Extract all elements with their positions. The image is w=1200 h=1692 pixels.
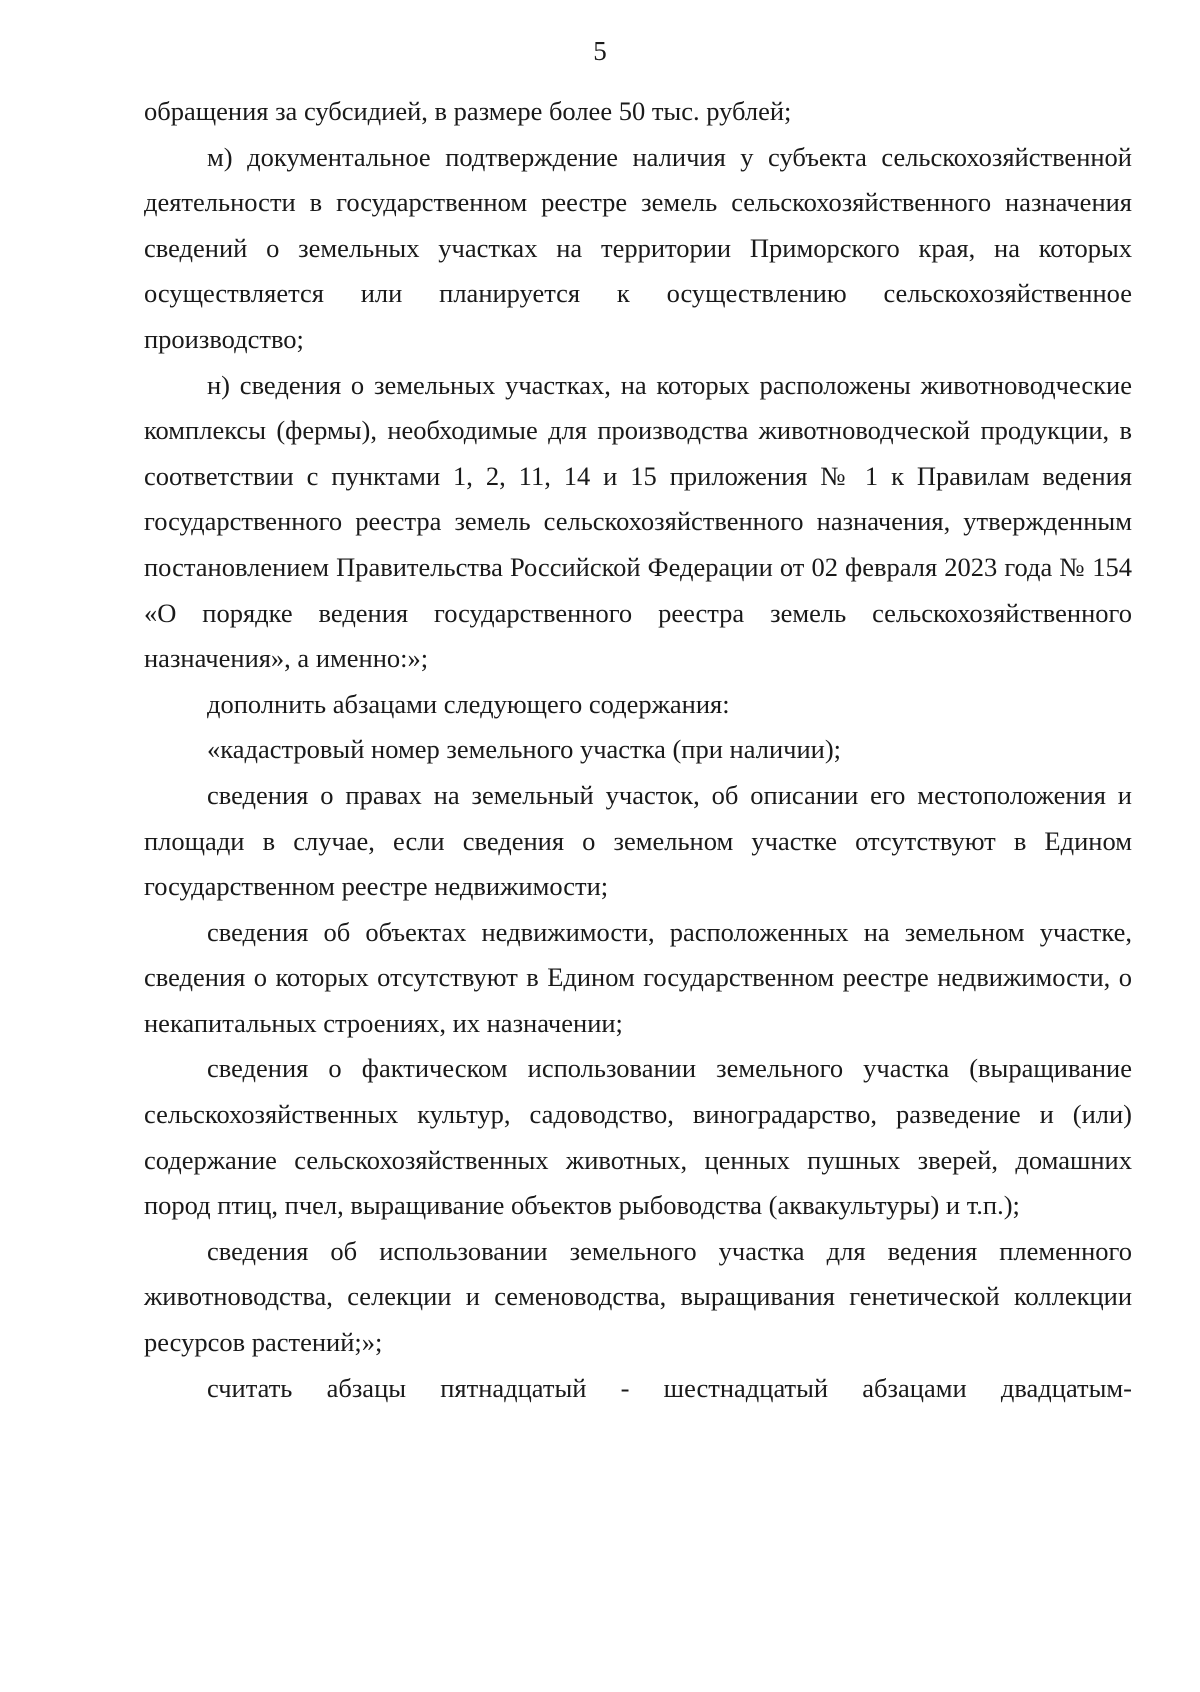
paragraph-item-m: м) документальное подтверждение наличия у субъекта сельскохозяйственной деятельности в государственном реестре земель сельскохозяйственного назначения сведений о земельных участках на территории Приморского края, на которых осуществляется или планируется к осуществлению сельскохозяйственное производство; — [144, 141, 1132, 354]
paragraph-renumbering: считать абзацы пятнадцатый - шестнадцатый абзацами двадцатым- — [207, 1372, 1132, 1403]
paragraph-breeding-use: сведения об использовании земельного участка для ведения племенного животноводства, селекции и семеноводства, выращивания генетической коллекции ресурсов растений;»; — [144, 1235, 1132, 1358]
paragraph-continuation: обращения за субсидией, в размере более 50 тыс. рублей; — [144, 96, 792, 126]
paragraph-amendment-intro: дополнить абзацами следующего содержания: — [207, 688, 730, 719]
paragraph-actual-use: сведения о фактическом использовании земельного участка (выращивание сельскохозяйственных культур, садоводство, виноградарство, разведение и (или) содержание сельскохозяйственных животных, ценных пушных зверей, домашних пород птиц, пчел, выращивание объектов рыбоводства (аквакультуры) и т.п.); — [144, 1053, 1132, 1221]
paragraph-cadastral-number: «кадастровый номер земельного участка (при наличии); — [207, 734, 842, 765]
paragraph-item-n: н) сведения о земельных участках, на которых расположены животноводческие комплексы (фермы), необходимые для производства животноводческой продукции, в соответствии с пунктами 1, 2, 11, 14 и 15 приложения № 1 к Правилам ведения государственного реестра земель сельскохозяйственного назначения, утвержденным постановлением Правительства Российской Федерации от 02 февраля 2023 года № 154 «О порядке ведения государственного реестра земель сельскохозяйственного назначения», а именно:»; — [144, 369, 1132, 674]
document-body — [144, 89, 1132, 1411]
page-number: 5 — [593, 36, 607, 66]
paragraph-real-estate-objects: сведения об объектах недвижимости, расположенных на земельном участке, сведения о которых отсутствуют в Едином государственном реестре недвижимости, о некапитальных строениях, их назначении; — [144, 916, 1132, 1038]
paragraph-rights-info: сведения о правах на земельный участок, об описании его местоположения и площади в случае, если сведения о земельном участке отсутствуют в Едином государственном реестре недвижимости; — [144, 779, 1132, 902]
